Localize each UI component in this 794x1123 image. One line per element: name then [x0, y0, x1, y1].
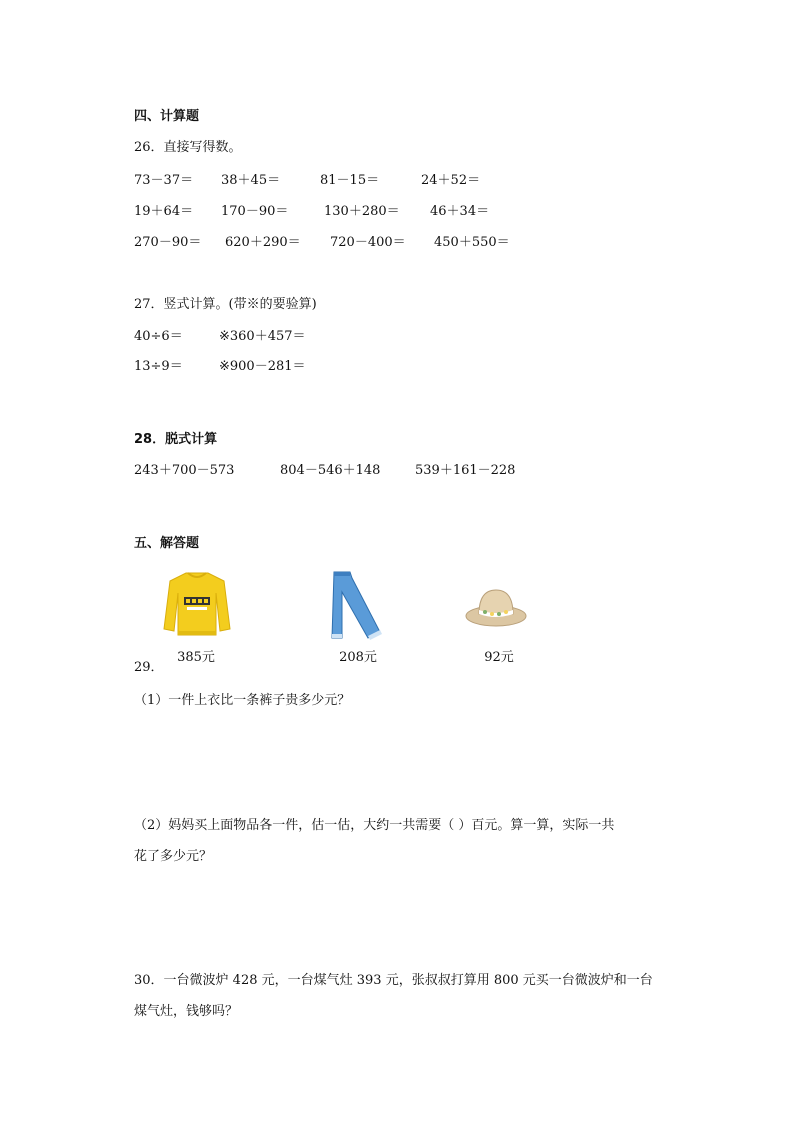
hat-price: 92元	[484, 650, 514, 665]
hat-icon	[465, 586, 527, 628]
q26-r2-c4: 46＋34＝	[430, 204, 490, 219]
q26-r3-c1: 270－90＝	[134, 235, 202, 250]
q27-r1-c1: 40÷6＝	[134, 329, 183, 344]
q28-item-3: 539＋161－228	[415, 463, 516, 478]
q26-r1-c2: 38＋45＝	[221, 173, 281, 188]
q29-sub2-line1: （2）妈妈买上面物品各一件，估一估，大约一共需要（ ）百元。算一算，实际一共	[134, 818, 615, 833]
q28-item-1: 243＋700－573	[134, 463, 235, 478]
q26-r1-c1: 73－37＝	[134, 173, 194, 188]
question-28-title: 28．脱式计算	[134, 432, 218, 447]
jeans-icon	[330, 570, 384, 640]
q30-line1: 30．一台微波炉 428 元，一台煤气灶 393 元，张叔叔打算用 800 元买一台微波炉和一台	[134, 973, 653, 988]
q26-r2-c2: 170－90＝	[221, 204, 289, 219]
q27-r2-c1: 13÷9＝	[134, 359, 183, 374]
q27-r2-c2: ※900－281＝	[219, 359, 306, 374]
q30-line2: 煤气灶，钱够吗？	[134, 1004, 239, 1019]
q26-r1-c3: 81－15＝	[320, 173, 380, 188]
section-4-heading: 四、计算题	[134, 109, 200, 124]
question-27-title: 27．竖式计算。(带※的要验算)	[134, 297, 317, 312]
jeans-price: 208元	[339, 650, 377, 665]
question-29-number: 29．	[134, 660, 164, 675]
q26-r3-c2: 620＋290＝	[225, 235, 301, 250]
q26-r2-c1: 19＋64＝	[134, 204, 194, 219]
sweater-icon	[162, 569, 232, 639]
q26-r1-c4: 24＋52＝	[421, 173, 481, 188]
q26-r3-c4: 450＋550＝	[434, 235, 510, 250]
q29-sub2-line2: 花了多少元？	[134, 849, 213, 864]
sweater-price: 385元	[177, 650, 215, 665]
section-5-heading: 五、解答题	[134, 536, 200, 551]
q28-item-2: 804－546＋148	[280, 463, 381, 478]
q26-r3-c3: 720－400＝	[330, 235, 406, 250]
q29-sub1: （1）一件上衣比一条裤子贵多少元？	[134, 693, 351, 708]
question-26-title: 26．直接写得数。	[134, 140, 242, 155]
q27-r1-c2: ※360＋457＝	[219, 329, 306, 344]
q26-r2-c3: 130＋280＝	[324, 204, 400, 219]
